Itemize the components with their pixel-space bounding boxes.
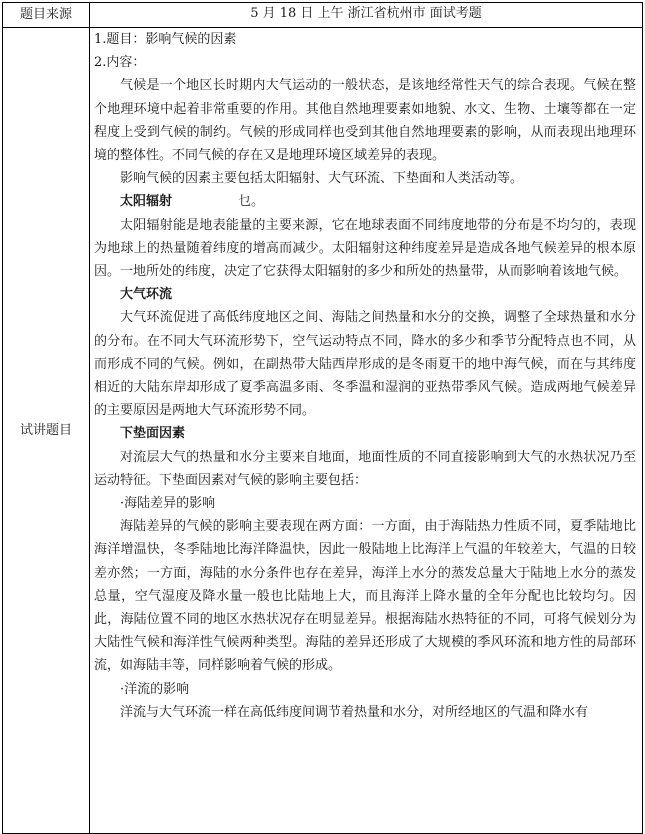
land-sea-bullet: ·海陆差异的影响: [120, 496, 216, 512]
intro-paragraph-2: 影响气候的因素主要包括太阳辐射、大气环流、下垫面和人类活动等。: [120, 171, 524, 187]
lecture-topic-table: [2, 2, 643, 834]
atmospheric-circulation-paragraph: 大气环流促进了高低纬度地区之间、海陆之间热量和水分的交换，调整了全球热量和水分的分布。在不同大气环流形势下，空气运动特点不同，降水的多少和季节分配特点也不同，从而形成不同的气候。例如，在副热带大陆西岸形成的是冬雨夏干的地中海气候，而在与其纬度相近的大陆东岸却形成了夏季高温多雨、冬季温和湿润的亚热带季风气候。造成两地气候差异的主要原因是两地大气环流形势不同。: [94, 310, 636, 419]
topic-title: 1.题目：影响气候的因素: [94, 32, 237, 47]
solar-radiation-heading: [94, 190, 636, 213]
ocean-current-bullet: ·洋流的影响: [120, 681, 190, 697]
source-value: 5 月 18 日 上午 浙江省杭州市 面试考题: [90, 3, 643, 28]
solar-heading-text: 太阳辐射: [120, 194, 173, 210]
stray-mark: 乜。: [238, 194, 265, 210]
content-label: 2.内容：: [94, 55, 146, 71]
intro-paragraph-1: 气候是一个地区长时期内大气运动的一般状态，是该地经常性天气的综合表现。气候在整个地理环境中起着非常重要的作用。其他自然地理要素如地貌、水文、生物、土壤等都在一定程度上受到气候的制约。气候的形成同样也受到其他自然地理要素的影响，从而表现出地理环境的整体性。不同气候的存在又是地理环境区域差异的表现。: [94, 78, 636, 164]
atmospheric-circulation-heading: 大气环流: [120, 287, 173, 303]
underlying-surface-paragraph: 对流层大气的热量和水分主要来自地面，地面性质的不同直接影响到大气的水热状况乃至运动特征。下垫面因素对气候的影响主要包括：: [94, 449, 636, 488]
header-row: [3, 3, 643, 28]
ocean-current-paragraph: 洋流与大气环流一样在高低纬度间调节着热量和水分，对所经地区的气温和降水有: [120, 704, 589, 720]
content-row: [3, 28, 643, 834]
topic-content: [90, 28, 643, 834]
solar-radiation-paragraph: 太阳辐射能是地表能量的主要来源，它在地球表面不同纬度地带的分布是不均匀的，表现为地球上的热量随着纬度的增高而减少。太阳辐射这种纬度差异是造成各地气候差异的根本原因。一地所处的纬度，决定了它获得太阳辐射的多少和所处的热量带，从而影响着该地气候。: [94, 217, 636, 280]
land-sea-paragraph: 海陆差异的气候的影响主要表现在两方面：一方面，由于海陆热力性质不同，夏季陆地比海洋增温快，冬季陆地比海洋降温快，因此一般陆地上比海洋上气温的年较差大，气温的日较差亦然；一方面，海陆的水分条件也存在差异，海洋上水分的蒸发总量大于陆地上水分的蒸发总量，空气湿度及降水量一般也比陆地上大，而且海洋上降水量的全年分配也比较均匀。因此，海陆位置不同的地区水热状况存在明显差异。根据海陆水热特征的不同，可将气候划分为大陆性气候和海洋性气候两种类型。海陆的差异还形成了大规模的季风环流和地方性的局部环流，如海陆丰等，同样影响着气候的形成。: [94, 519, 636, 674]
source-label: 题目来源: [3, 3, 90, 28]
topic-label: 试讲题目: [3, 28, 90, 834]
underlying-surface-heading: 下垫面因素: [120, 426, 186, 442]
